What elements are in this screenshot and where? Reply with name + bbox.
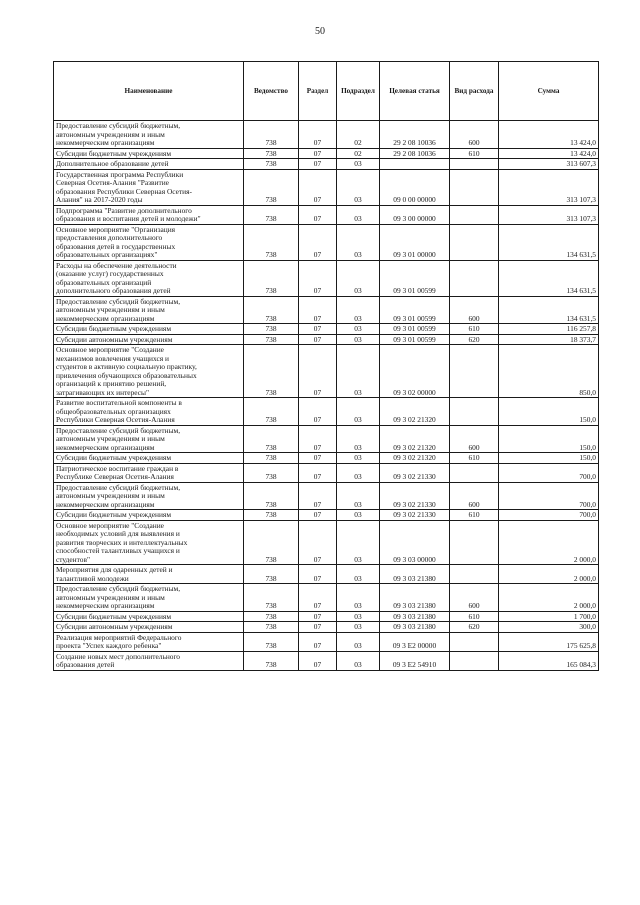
cell-expense-type <box>450 159 499 170</box>
cell-name: Основное мероприятие "Организация предоставления дополнительного образования детей в государственных образовательных организациях" <box>54 224 244 260</box>
cell-subsection: 03 <box>337 205 380 224</box>
header-amount: Сумма <box>499 62 599 121</box>
cell-section: 07 <box>299 584 337 612</box>
cell-expense-type: 610 <box>450 611 499 622</box>
cell-amount: 13 424,0 <box>499 121 599 149</box>
cell-target-article: 09 3 02 21320 <box>380 398 450 426</box>
cell-expense-type <box>450 345 499 398</box>
table-row <box>54 622 599 633</box>
cell-amount: 2 000,0 <box>499 565 599 584</box>
table-row <box>54 121 599 149</box>
cell-target-article: 09 0 00 00000 <box>380 169 450 205</box>
table-row <box>54 296 599 324</box>
cell-target-article: 09 3 02 21320 <box>380 425 450 453</box>
cell-section: 07 <box>299 463 337 482</box>
cell-name: Государственная программа Республики Северная Осетия-Алания "Развитие образования Республики Северная Осетия- Алания" на 2017-2020 годы <box>54 169 244 205</box>
cell-name: Основное мероприятие "Создание необходимых условий для выявления и развития творческих и интеллектуальных способностей талантливых учащихся и студентов" <box>54 520 244 565</box>
cell-section: 07 <box>299 334 337 345</box>
header-name: Наименование <box>54 62 244 121</box>
budget-table <box>53 61 599 671</box>
table-row <box>54 565 599 584</box>
table-row <box>54 584 599 612</box>
table-row <box>54 324 599 335</box>
table-row <box>54 520 599 565</box>
cell-subsection: 03 <box>337 482 380 510</box>
cell-amount: 150,0 <box>499 398 599 426</box>
cell-department: 738 <box>244 345 299 398</box>
cell-subsection: 03 <box>337 324 380 335</box>
cell-name: Субсидии бюджетным учреждениям <box>54 453 244 464</box>
table-row <box>54 425 599 453</box>
cell-subsection: 03 <box>337 334 380 345</box>
cell-target-article: 09 3 01 00599 <box>380 334 450 345</box>
cell-section: 07 <box>299 565 337 584</box>
cell-target-article: 09 3 01 00599 <box>380 296 450 324</box>
page-number: 50 <box>315 26 325 37</box>
cell-target-article <box>380 159 450 170</box>
cell-name: Субсидии бюджетным учреждениям <box>54 510 244 521</box>
cell-subsection: 03 <box>337 453 380 464</box>
cell-amount: 2 000,0 <box>499 520 599 565</box>
cell-expense-type: 600 <box>450 121 499 149</box>
cell-expense-type: 620 <box>450 334 499 345</box>
cell-target-article: 09 3 E2 00000 <box>380 632 450 651</box>
cell-department: 738 <box>244 205 299 224</box>
cell-amount: 2 000,0 <box>499 584 599 612</box>
cell-expense-type: 610 <box>450 510 499 521</box>
cell-subsection: 03 <box>337 510 380 521</box>
cell-section: 07 <box>299 159 337 170</box>
table-row <box>54 510 599 521</box>
cell-target-article: 29 2 08 10036 <box>380 121 450 149</box>
table-row <box>54 260 599 296</box>
cell-amount: 175 625,8 <box>499 632 599 651</box>
cell-subsection: 03 <box>337 651 380 670</box>
cell-name: Реализация мероприятий Федерального проекта "Успех каждого ребенка" <box>54 632 244 651</box>
table-row <box>54 632 599 651</box>
cell-target-article: 09 3 03 21380 <box>380 622 450 633</box>
cell-subsection: 03 <box>337 224 380 260</box>
cell-section: 07 <box>299 632 337 651</box>
header-section: Раздел <box>299 62 337 121</box>
cell-expense-type: 620 <box>450 622 499 633</box>
cell-expense-type: 600 <box>450 425 499 453</box>
cell-target-article: 09 3 E2 54910 <box>380 651 450 670</box>
cell-amount: 134 631,5 <box>499 260 599 296</box>
cell-section: 07 <box>299 121 337 149</box>
cell-subsection: 03 <box>337 260 380 296</box>
cell-subsection: 02 <box>337 121 380 149</box>
cell-section: 07 <box>299 520 337 565</box>
cell-amount: 18 373,7 <box>499 334 599 345</box>
cell-subsection: 03 <box>337 611 380 622</box>
cell-department: 738 <box>244 453 299 464</box>
cell-amount: 150,0 <box>499 425 599 453</box>
table-row <box>54 148 599 159</box>
header-expense-type: Вид расхода <box>450 62 499 121</box>
cell-target-article: 09 3 00 00000 <box>380 205 450 224</box>
cell-department: 738 <box>244 121 299 149</box>
cell-department: 738 <box>244 622 299 633</box>
table-row <box>54 169 599 205</box>
header-target-article: Целевая статья <box>380 62 450 121</box>
cell-department: 738 <box>244 148 299 159</box>
cell-target-article: 29 2 08 10036 <box>380 148 450 159</box>
cell-amount: 313 107,3 <box>499 205 599 224</box>
table-row <box>54 205 599 224</box>
cell-expense-type: 610 <box>450 324 499 335</box>
cell-expense-type <box>450 632 499 651</box>
cell-target-article: 09 3 02 21320 <box>380 453 450 464</box>
cell-expense-type: 610 <box>450 148 499 159</box>
cell-amount: 165 084,3 <box>499 651 599 670</box>
header-subsection: Подраздел <box>337 62 380 121</box>
cell-section: 07 <box>299 345 337 398</box>
cell-section: 07 <box>299 324 337 335</box>
cell-amount: 300,0 <box>499 622 599 633</box>
table-row <box>54 159 599 170</box>
cell-section: 07 <box>299 651 337 670</box>
cell-expense-type: 610 <box>450 453 499 464</box>
table-row <box>54 482 599 510</box>
cell-amount: 850,0 <box>499 345 599 398</box>
cell-target-article: 09 3 02 21330 <box>380 510 450 521</box>
cell-amount: 313 107,3 <box>499 169 599 205</box>
cell-department: 738 <box>244 260 299 296</box>
cell-name: Подпрограмма "Развитие дополнительного образования и воспитания детей и молодежи" <box>54 205 244 224</box>
cell-target-article: 09 3 02 00000 <box>380 345 450 398</box>
cell-department: 738 <box>244 224 299 260</box>
cell-department: 738 <box>244 611 299 622</box>
cell-amount: 700,0 <box>499 482 599 510</box>
cell-department: 738 <box>244 632 299 651</box>
cell-amount: 134 631,5 <box>499 224 599 260</box>
cell-expense-type: 600 <box>450 482 499 510</box>
cell-department: 738 <box>244 296 299 324</box>
cell-amount: 1 700,0 <box>499 611 599 622</box>
cell-section: 07 <box>299 622 337 633</box>
cell-department: 738 <box>244 425 299 453</box>
cell-subsection: 03 <box>337 565 380 584</box>
table-row <box>54 453 599 464</box>
cell-subsection: 03 <box>337 463 380 482</box>
cell-expense-type <box>450 205 499 224</box>
cell-department: 738 <box>244 159 299 170</box>
cell-target-article: 09 3 02 21330 <box>380 463 450 482</box>
table-row <box>54 345 599 398</box>
cell-amount: 116 257,8 <box>499 324 599 335</box>
cell-expense-type <box>450 565 499 584</box>
cell-name: Основное мероприятие "Создание механизмов вовлечения учащихся и студентов в активную социальную практику, привлечения обучающихся образовательных организаций к принятию решений, затрагивающих их интересы" <box>54 345 244 398</box>
cell-subsection: 03 <box>337 632 380 651</box>
cell-subsection: 03 <box>337 345 380 398</box>
cell-amount: 150,0 <box>499 453 599 464</box>
cell-expense-type <box>450 260 499 296</box>
cell-name: Дополнительное образование детей <box>54 159 244 170</box>
cell-amount: 313 607,3 <box>499 159 599 170</box>
cell-section: 07 <box>299 425 337 453</box>
cell-department: 738 <box>244 520 299 565</box>
table-row <box>54 463 599 482</box>
cell-name: Предоставление субсидий бюджетным, автономным учреждениям и иным некоммерческим организациям <box>54 296 244 324</box>
cell-section: 07 <box>299 169 337 205</box>
cell-name: Предоставление субсидий бюджетным, автономным учреждениям и иным некоммерческим организациям <box>54 584 244 612</box>
cell-department: 738 <box>244 169 299 205</box>
cell-name: Субсидии автономным учреждениям <box>54 334 244 345</box>
cell-department: 738 <box>244 510 299 521</box>
cell-expense-type <box>450 224 499 260</box>
cell-expense-type: 600 <box>450 296 499 324</box>
cell-expense-type <box>450 398 499 426</box>
cell-subsection: 03 <box>337 159 380 170</box>
cell-subsection: 03 <box>337 169 380 205</box>
cell-name: Субсидии бюджетным учреждениям <box>54 324 244 335</box>
cell-name: Предоставление субсидий бюджетным, автономным учреждениям и иным некоммерческим организациям <box>54 482 244 510</box>
table-body <box>54 121 599 671</box>
cell-section: 07 <box>299 260 337 296</box>
cell-subsection: 03 <box>337 520 380 565</box>
cell-amount: 13 424,0 <box>499 148 599 159</box>
cell-department: 738 <box>244 334 299 345</box>
cell-name: Расходы на обеспечение деятельности (оказание услуг) государственных образовательных организаций дополнительного образования детей <box>54 260 244 296</box>
cell-amount: 134 631,5 <box>499 296 599 324</box>
cell-name: Развитие воспитательной компоненты в общеобразовательных организациях Республики Северная Осетия-Алания <box>54 398 244 426</box>
cell-department: 738 <box>244 584 299 612</box>
cell-department: 738 <box>244 463 299 482</box>
cell-expense-type <box>450 169 499 205</box>
cell-department: 738 <box>244 482 299 510</box>
cell-amount: 700,0 <box>499 463 599 482</box>
table-row <box>54 398 599 426</box>
table-row <box>54 334 599 345</box>
cell-amount: 700,0 <box>499 510 599 521</box>
cell-expense-type <box>450 520 499 565</box>
cell-name: Субсидии бюджетным учреждениям <box>54 611 244 622</box>
cell-target-article: 09 3 03 00000 <box>380 520 450 565</box>
cell-expense-type <box>450 651 499 670</box>
cell-section: 07 <box>299 482 337 510</box>
header-department: Ведомство <box>244 62 299 121</box>
cell-department: 738 <box>244 398 299 426</box>
cell-section: 07 <box>299 611 337 622</box>
cell-section: 07 <box>299 398 337 426</box>
cell-target-article: 09 3 03 21380 <box>380 565 450 584</box>
table-header-row <box>54 62 599 121</box>
cell-target-article: 09 3 01 00000 <box>380 224 450 260</box>
cell-expense-type: 600 <box>450 584 499 612</box>
cell-name: Субсидии автономным учреждениям <box>54 622 244 633</box>
cell-subsection: 03 <box>337 398 380 426</box>
cell-name: Субсидии бюджетным учреждениям <box>54 148 244 159</box>
cell-department: 738 <box>244 651 299 670</box>
cell-name: Предоставление субсидий бюджетным, автономным учреждениям и иным некоммерческим организациям <box>54 121 244 149</box>
cell-target-article: 09 3 03 21380 <box>380 584 450 612</box>
cell-expense-type <box>450 463 499 482</box>
cell-target-article: 09 3 03 21380 <box>380 611 450 622</box>
cell-subsection: 03 <box>337 584 380 612</box>
cell-target-article: 09 3 01 00599 <box>380 324 450 335</box>
cell-section: 07 <box>299 510 337 521</box>
cell-section: 07 <box>299 224 337 260</box>
cell-name: Предоставление субсидий бюджетным, автономным учреждениям и иным некоммерческим организациям <box>54 425 244 453</box>
cell-target-article: 09 3 02 21330 <box>380 482 450 510</box>
cell-name: Создание новых мест дополнительного образования детей <box>54 651 244 670</box>
table-row <box>54 611 599 622</box>
cell-name: Мероприятия для одаренных детей и талантливой молодежи <box>54 565 244 584</box>
cell-department: 738 <box>244 565 299 584</box>
cell-target-article: 09 3 01 00599 <box>380 260 450 296</box>
cell-subsection: 03 <box>337 425 380 453</box>
cell-section: 07 <box>299 148 337 159</box>
cell-department: 738 <box>244 324 299 335</box>
cell-name: Патриотическое воспитание граждан в Республике Северная Осетия-Алания <box>54 463 244 482</box>
table-row <box>54 651 599 670</box>
cell-subsection: 02 <box>337 148 380 159</box>
table-row <box>54 224 599 260</box>
cell-section: 07 <box>299 296 337 324</box>
cell-section: 07 <box>299 205 337 224</box>
cell-subsection: 03 <box>337 296 380 324</box>
cell-subsection: 03 <box>337 622 380 633</box>
cell-section: 07 <box>299 453 337 464</box>
